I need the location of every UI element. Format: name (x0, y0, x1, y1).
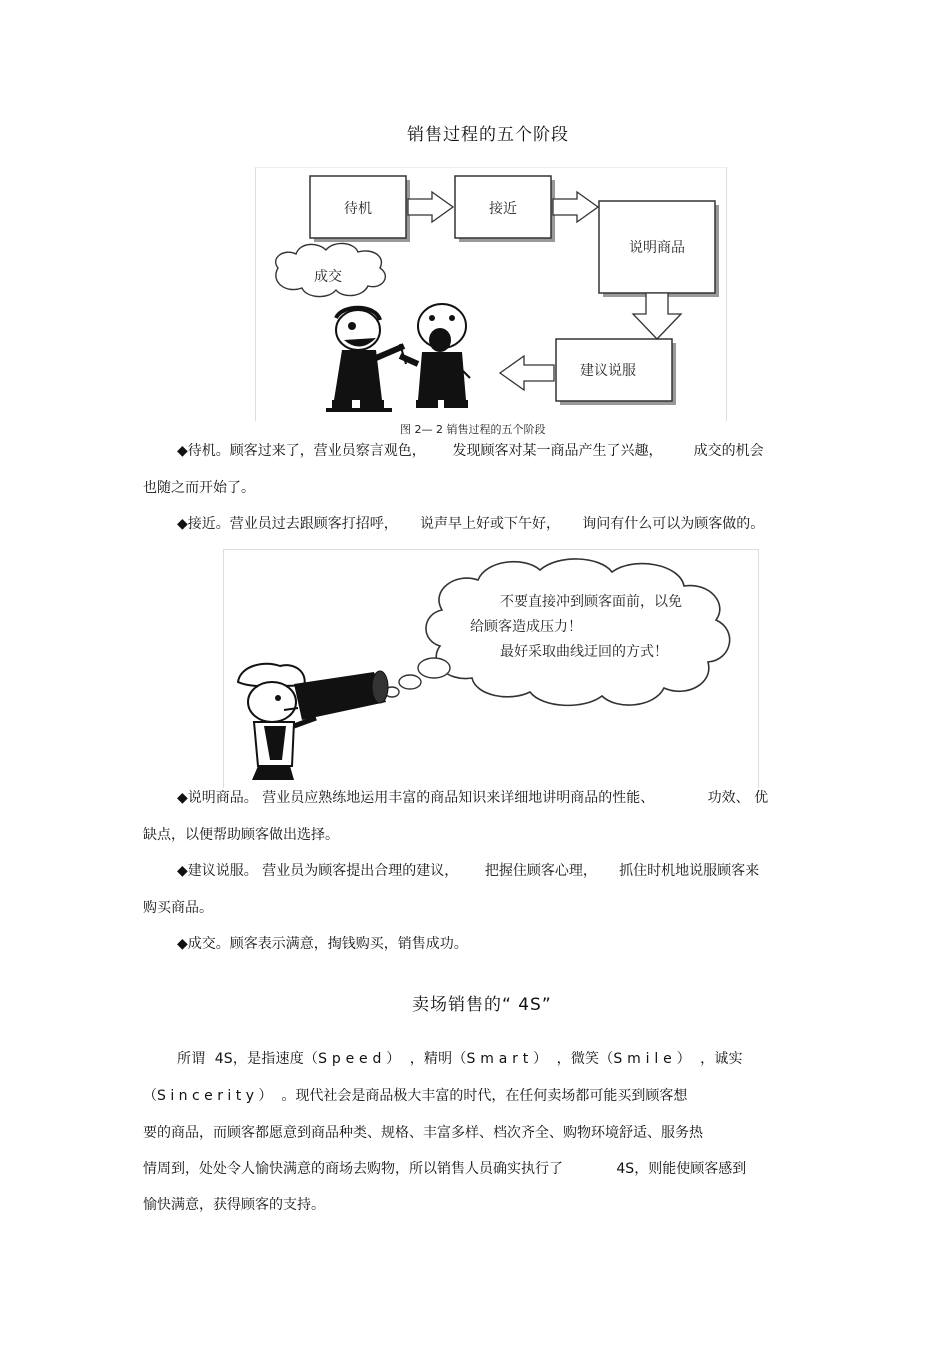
cartoon-salesperson-illustration (400, 304, 470, 408)
paragraph-approach: ◆接近。营业员过去跟顾客打招呼， 说声早上好或下午好， 询问有什么可以为顾客做的。 (177, 516, 765, 532)
megaphone-person-illustration (238, 664, 388, 780)
box-approach-label: 接近 (489, 201, 517, 217)
approach-advice-illustration (224, 550, 758, 788)
cloud-deal-label: 成交 (314, 269, 342, 285)
paragraph-suggest-line2: 购买商品。 (143, 900, 213, 916)
paragraph-4s-line4: 情周到，处处令人愉快满意的商场去购物，所以销售人员确实执行了 4S，则能使顾客感到 (143, 1161, 747, 1177)
section-title: 销售过程的五个阶段 (407, 125, 569, 145)
box-suggest-label: 建议说服 (580, 363, 636, 379)
box-waiting-label: 待机 (344, 201, 372, 217)
paragraph-explain-line1: ◆说明商品。 营业员应熟练地运用丰富的商品知识来详细地讲明商品的性能、 功效、 优 (177, 790, 769, 806)
cartoon-customer-illustration (326, 308, 404, 412)
sales-process-figure (255, 167, 727, 421)
arrow-right-icon (553, 192, 598, 222)
arrow-down-icon (633, 293, 681, 339)
thought-bubble (385, 559, 730, 705)
paragraph-4s-line3: 要的商品，而顾客都愿意到商品种类、规格、丰富多样、档次齐全、购物环境舒适、服务热 (143, 1125, 703, 1141)
approach-advice-figure (223, 549, 759, 788)
paragraph-waiting-line1: ◆待机。顾客过来了，营业员察言观色， 发现顾客对某一商品产生了兴趣， 成交的机会 (177, 443, 764, 459)
paragraph-4s-line2: （S i n c e r i t y ） 。现代社会是商品极大丰富的时代，在任何卖场都可能买到顾客想 (143, 1088, 688, 1104)
paragraph-deal: ◆成交。顾客表示满意，掏钱购买，销售成功。 (177, 936, 468, 952)
sales-process-diagram (256, 168, 726, 421)
paragraph-4s-line5: 愉快满意，获得顾客的支持。 (143, 1197, 325, 1213)
paragraph-suggest-line1: ◆建议说服。 营业员为顾客提出合理的建议， 把握住顾客心理， 抓住时机地说服顾客来 (177, 863, 760, 879)
arrow-right-icon (408, 192, 453, 222)
paragraph-explain-line2: 缺点，以便帮助顾客做出选择。 (143, 827, 339, 843)
bubble-line-1: 不要直接冲到顾客面前，以免 (500, 594, 682, 610)
cloud-deal (276, 243, 386, 296)
figure-caption: 图 2— 2 销售过程的五个阶段 (400, 423, 546, 436)
bubble-line-3: 最好采取曲线迂回的方式！ (500, 644, 668, 660)
bubble-line-2: 给顾客造成压力！ (470, 619, 582, 635)
arrow-left-icon (500, 356, 554, 390)
paragraph-waiting-line2: 也随之而开始了。 (143, 480, 255, 496)
paragraph-4s-line1: 所谓 4S，是指速度（S p e e d ） ，精明（S m a r t ） ，微笑（S m i l e ） ，诚实 (177, 1051, 743, 1067)
box-explain-label: 说明商品 (629, 240, 685, 256)
section-title-4s: 卖场销售的“ 4S” (412, 995, 552, 1015)
